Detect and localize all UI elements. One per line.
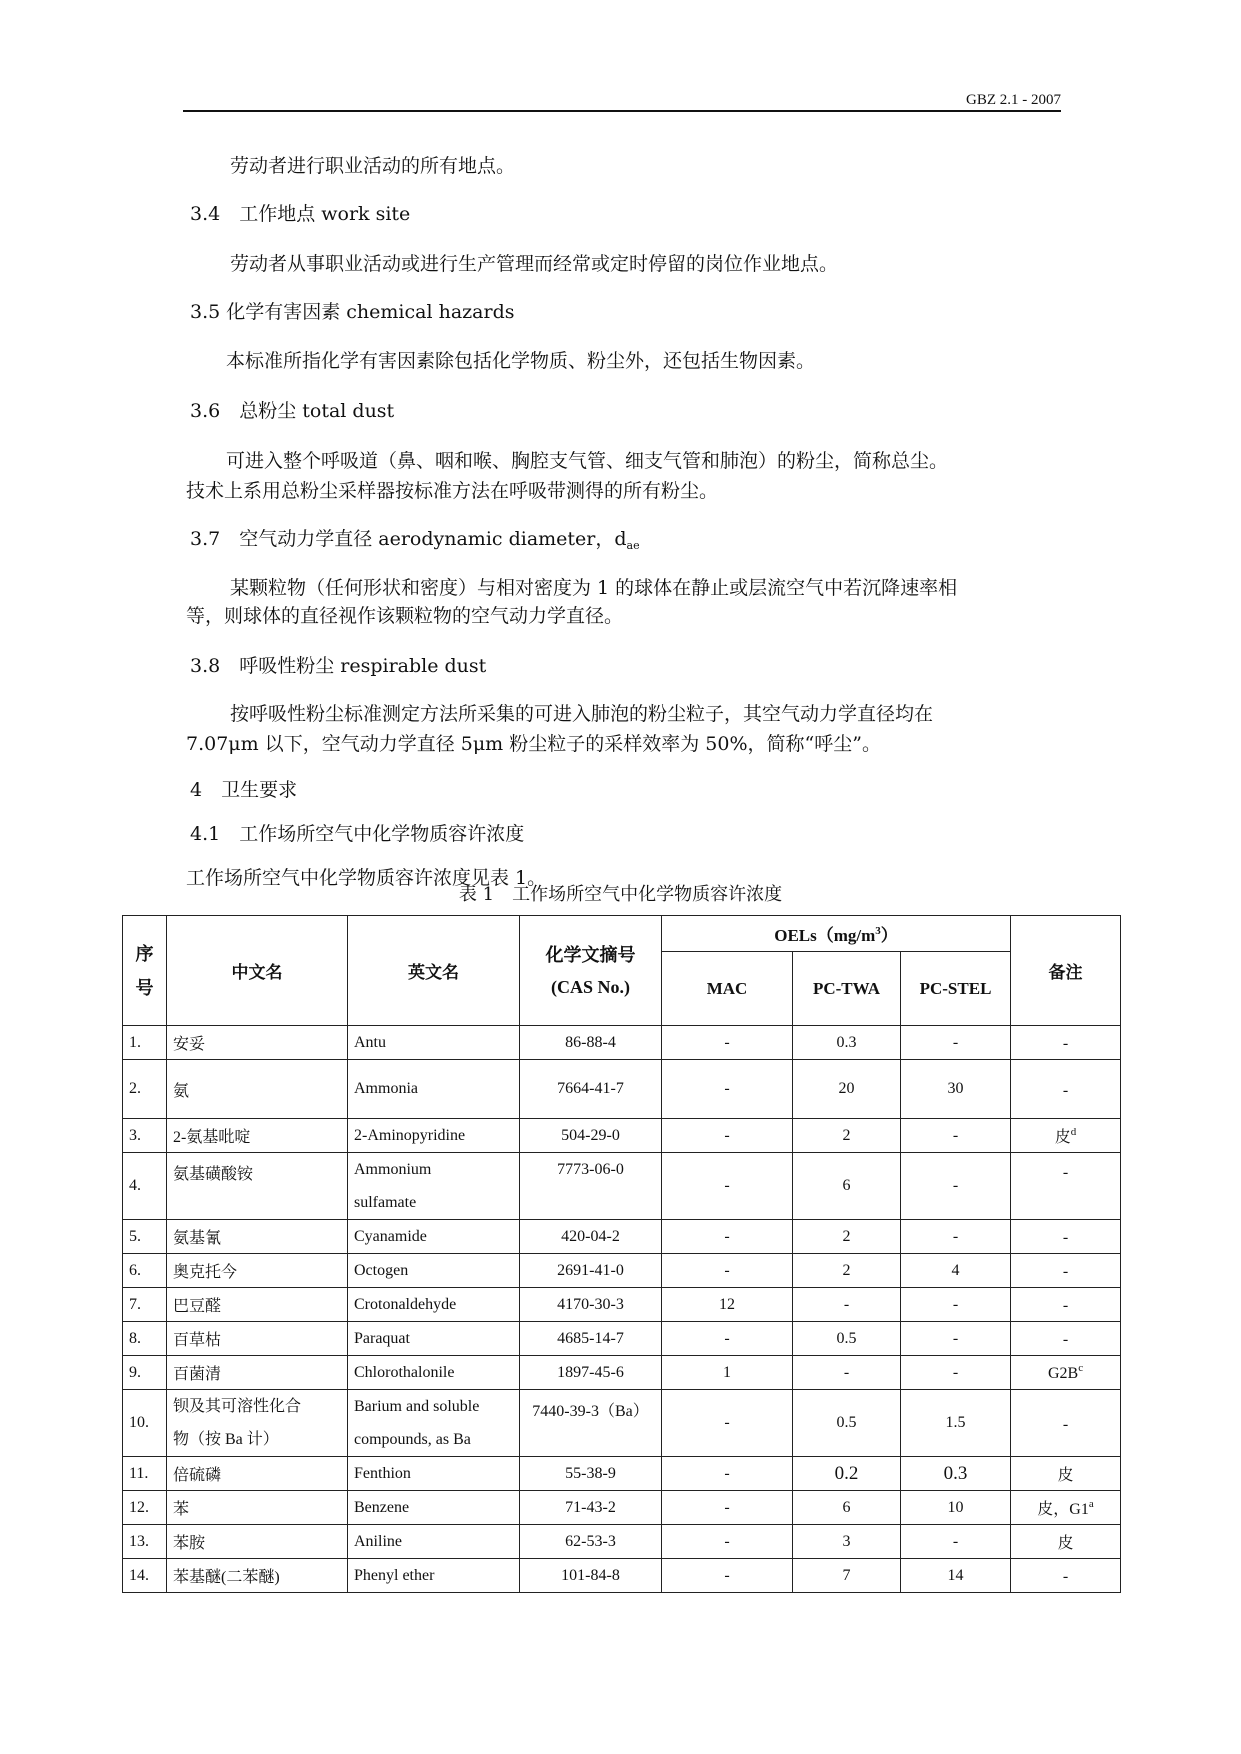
paragraph: 工作场所空气中化学物质容许浓度见表 1。 — [186, 867, 547, 889]
header-note: 备注 — [1011, 916, 1121, 1026]
header-english-name: 英文名 — [348, 916, 520, 1026]
cell-cas: 86-88-4 — [520, 1026, 662, 1060]
cell-note: 皮 — [1011, 1525, 1121, 1559]
cell-mac: - — [662, 1491, 793, 1525]
cell-en: Octogen — [348, 1254, 520, 1288]
cell-cn: 苯 — [167, 1491, 348, 1525]
table-row — [123, 1153, 1121, 1220]
cell-stel: - — [901, 1119, 1011, 1153]
cell-en: Ammonia — [348, 1060, 520, 1119]
cell-cas: 71-43-2 — [520, 1491, 662, 1525]
paragraph: 按呼吸性粉尘标准测定方法所采集的可进入肺泡的粉尘粒子，其空气动力学直径均在 — [230, 703, 934, 725]
cell-cas: 62-53-3 — [520, 1525, 662, 1559]
cell-no: 2. — [123, 1060, 167, 1119]
section-heading-3-7 — [190, 525, 640, 560]
paragraph: 可进入整个呼吸道（鼻、咽和喉、胸腔支气管、细支气管和肺泡）的粉尘，简称总尘。 — [226, 450, 949, 472]
cell-stel: 30 — [901, 1060, 1011, 1119]
cell-en: 2-Aminopyridine — [348, 1119, 520, 1153]
cell-twa: 2 — [793, 1220, 901, 1254]
table-row — [123, 1390, 1121, 1457]
cell-no: 8. — [123, 1322, 167, 1356]
cell-en: Ammonium sulfamate — [348, 1153, 520, 1220]
cell-note: - — [1011, 1026, 1121, 1060]
cell-cn: 苯基醚(二苯醚) — [167, 1559, 348, 1593]
cell-mac: - — [662, 1060, 793, 1119]
header-mac: MAC — [662, 952, 793, 1026]
page-header — [183, 92, 1061, 112]
cell-mac: 1 — [662, 1356, 793, 1390]
cell-twa: 3 — [793, 1525, 901, 1559]
cell-note: - — [1011, 1060, 1121, 1119]
cell-no: 14. — [123, 1559, 167, 1593]
cell-stel: - — [901, 1026, 1011, 1060]
cell-en: Benzene — [348, 1491, 520, 1525]
cell-no: 10. — [123, 1390, 167, 1457]
cell-twa: 0.5 — [793, 1390, 901, 1457]
section-heading-3-4: 3.4 工作地点 work site — [190, 203, 411, 225]
table-row — [123, 1026, 1121, 1060]
paragraph: 劳动者进行职业活动的所有地点。 — [230, 155, 516, 177]
cell-no: 11. — [123, 1457, 167, 1491]
cell-en: Antu — [348, 1026, 520, 1060]
cell-cas: 4685-14-7 — [520, 1322, 662, 1356]
cell-twa: 2 — [793, 1119, 901, 1153]
cell-en: Phenyl ether — [348, 1559, 520, 1593]
header-cas: 化学文摘号 (CAS No.) — [520, 916, 662, 1026]
cell-en: Barium and soluble compounds, as Ba — [348, 1390, 520, 1457]
cell-en: Crotonaldehyde — [348, 1288, 520, 1322]
cell-stel: - — [901, 1356, 1011, 1390]
cell-mac: 12 — [662, 1288, 793, 1322]
cell-no: 4. — [123, 1153, 167, 1220]
paragraph: 本标准所指化学有害因素除包括化学物质、粉尘外，还包括生物因素。 — [226, 350, 816, 372]
section-heading-4: 4 卫生要求 — [190, 779, 298, 801]
table-row — [123, 1220, 1121, 1254]
header-oels: $OELs(mg/m^3)$ — [662, 916, 1011, 952]
table-row — [123, 1356, 1121, 1390]
cell-note: - — [1011, 1153, 1121, 1220]
cell-stel: 10 — [901, 1491, 1011, 1525]
table-row — [123, 1322, 1121, 1356]
cell-twa: - — [793, 1288, 901, 1322]
cell-stel: 1.5 — [901, 1390, 1011, 1457]
cell-twa: 0.3 — [793, 1026, 901, 1060]
cell-mac: - — [662, 1254, 793, 1288]
section-heading-4-1: 4.1 工作场所空气中化学物质容许浓度 — [190, 823, 525, 845]
cell-cas: 55-38-9 — [520, 1457, 662, 1491]
cell-no: 6. — [123, 1254, 167, 1288]
cell-twa: 0.2 — [793, 1457, 901, 1491]
section-heading-3-5: 3.5 化学有害因素 chemical hazards — [190, 301, 515, 323]
cell-mac: - — [662, 1119, 793, 1153]
cell-cn: 钡及其可溶性化合 物（按 Ba 计） — [167, 1390, 348, 1457]
table-row — [123, 1254, 1121, 1288]
cell-cn: 倍硫磷 — [167, 1457, 348, 1491]
cell-no: 12. — [123, 1491, 167, 1525]
cell-cas: 101-84-8 — [520, 1559, 662, 1593]
cell-mac: - — [662, 1322, 793, 1356]
cell-mac: - — [662, 1220, 793, 1254]
cell-stel: 4 — [901, 1254, 1011, 1288]
cell-cn: 氨基磺酸铵 — [167, 1153, 348, 1220]
cell-no: 7. — [123, 1288, 167, 1322]
cell-cn: 百菌清 — [167, 1356, 348, 1390]
heading-text: 3.7 空气动力学直径 aerodynamic diameter，d — [190, 528, 627, 550]
table-row — [123, 1525, 1121, 1559]
section-heading-3-6: 3.6 总粉尘 total dust — [190, 400, 395, 422]
cell-note: - — [1011, 1390, 1121, 1457]
header-pc-twa: PC-TWA — [793, 952, 901, 1026]
section-heading-3-8: 3.8 呼吸性粉尘 respirable dust — [190, 655, 487, 677]
cell-twa: 6 — [793, 1491, 901, 1525]
cell-cn: 2-氨基吡啶 — [167, 1119, 348, 1153]
cell-note: - — [1011, 1559, 1121, 1593]
cell-stel: 0.3 — [901, 1457, 1011, 1491]
cell-mac: - — [662, 1457, 793, 1491]
cell-note: - — [1011, 1254, 1121, 1288]
cell-stel: - — [901, 1288, 1011, 1322]
paragraph: 技术上系用总粉尘采样器按标准方法在呼吸带测得的所有粉尘。 — [186, 480, 719, 502]
document-code: GBZ 2.1 - 2007 — [966, 92, 1061, 108]
cell-cas: 504-29-0 — [520, 1119, 662, 1153]
header-pc-stel: PC-STEL — [901, 952, 1011, 1026]
cell-note: - — [1011, 1288, 1121, 1322]
cell-en: Chlorothalonile — [348, 1356, 520, 1390]
table-row — [123, 1559, 1121, 1593]
subscript: ae — [626, 539, 640, 552]
cell-cn: 百草枯 — [167, 1322, 348, 1356]
paragraph: 7.07μm 以下，空气动力学直径 5μm 粉尘粒子的采样效率为 50%，简称“呼尘”。 — [186, 733, 881, 755]
table-row — [123, 1491, 1121, 1525]
cell-cn: 巴豆醛 — [167, 1288, 348, 1322]
cell-cas: 2691-41-0 — [520, 1254, 662, 1288]
table-caption: 表 1 工作场所空气中化学物质容许浓度 — [458, 884, 783, 905]
cell-twa: 6 — [793, 1153, 901, 1220]
cell-twa: 20 — [793, 1060, 901, 1119]
cell-stel: - — [901, 1220, 1011, 1254]
cell-no: 9. — [123, 1356, 167, 1390]
cell-no: 13. — [123, 1525, 167, 1559]
cell-twa: 2 — [793, 1254, 901, 1288]
cell-note: 皮$^d$ — [1011, 1119, 1121, 1153]
header-chinese-name: 中文名 — [167, 916, 348, 1026]
cell-cas: 1897-45-6 — [520, 1356, 662, 1390]
paragraph: 等，则球体的直径视作该颗粒物的空气动力学直径。 — [186, 605, 624, 627]
cell-mac: - — [662, 1525, 793, 1559]
cell-en: Fenthion — [348, 1457, 520, 1491]
cell-note: 皮，G1$^a$ — [1011, 1491, 1121, 1525]
cell-cn: 苯胺 — [167, 1525, 348, 1559]
cell-en: Cyanamide — [348, 1220, 520, 1254]
cell-twa: 0.5 — [793, 1322, 901, 1356]
table-row — [123, 1457, 1121, 1491]
cell-en: Aniline — [348, 1525, 520, 1559]
cell-stel: 14 — [901, 1559, 1011, 1593]
cell-en: Paraquat — [348, 1322, 520, 1356]
cell-twa: - — [793, 1356, 901, 1390]
table-row — [123, 1288, 1121, 1322]
cell-no: 5. — [123, 1220, 167, 1254]
cell-note: 皮 — [1011, 1457, 1121, 1491]
table-row — [123, 1060, 1121, 1119]
cell-mac: - — [662, 1390, 793, 1457]
cell-cn: 氨基氰 — [167, 1220, 348, 1254]
cell-cn: 安妥 — [167, 1026, 348, 1060]
cell-cn: 奥克托今 — [167, 1254, 348, 1288]
cell-stel: - — [901, 1153, 1011, 1220]
cell-no: 1. — [123, 1026, 167, 1060]
cell-cn: 氨 — [167, 1060, 348, 1119]
cell-note: $G2B^c$ — [1011, 1356, 1121, 1390]
cell-cas: 7773-06-0 — [520, 1153, 662, 1220]
cell-twa: 7 — [793, 1559, 901, 1593]
cell-note: - — [1011, 1220, 1121, 1254]
cell-cas: 7440-39-3（Ba） — [520, 1390, 662, 1457]
oel-table — [122, 915, 1121, 1593]
cell-stel: - — [901, 1525, 1011, 1559]
cell-mac: - — [662, 1559, 793, 1593]
paragraph: 某颗粒物（任何形状和密度）与相对密度为 1 的球体在静止或层流空气中若沉降速率相 — [230, 577, 958, 599]
cell-mac: - — [662, 1153, 793, 1220]
cell-cas: 4170-30-3 — [520, 1288, 662, 1322]
cell-note: - — [1011, 1322, 1121, 1356]
header-no: 序号 — [123, 916, 167, 1026]
cell-cas: 420-04-2 — [520, 1220, 662, 1254]
cell-mac: - — [662, 1026, 793, 1060]
cell-stel: - — [901, 1322, 1011, 1356]
cell-cas: 7664-41-7 — [520, 1060, 662, 1119]
cell-no: 3. — [123, 1119, 167, 1153]
paragraph: 劳动者从事职业活动或进行生产管理而经常或定时停留的岗位作业地点。 — [230, 253, 839, 275]
table-row — [123, 1119, 1121, 1153]
